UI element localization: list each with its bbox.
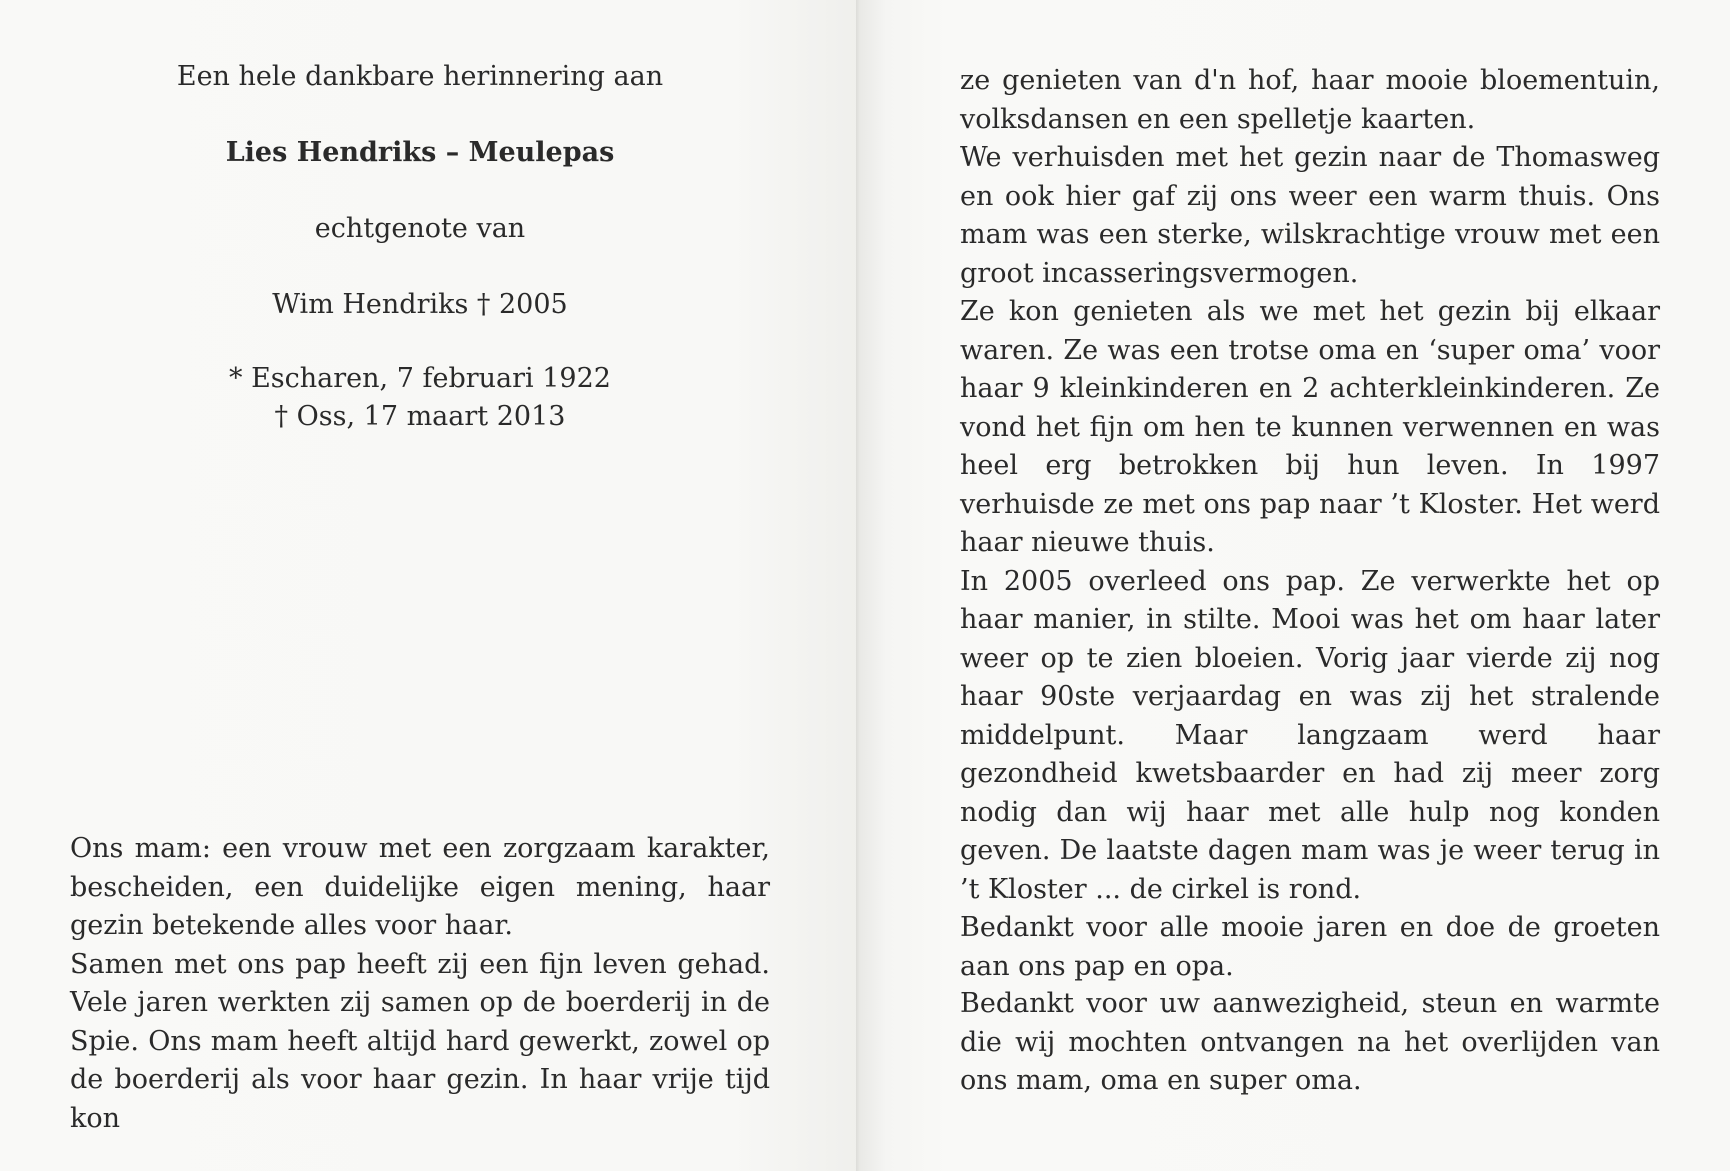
body-paragraph: ze genieten van d'n hof, haar mooie bloementuin, volksdansen en een spelletje kaarten. bbox=[960, 65, 1660, 135]
birth-line: * Escharen, 7 februari 1922 bbox=[229, 363, 611, 394]
body-paragraph: Bedankt voor alle mooie jaren en doe de groeten aan ons pap en opa. bbox=[960, 912, 1660, 982]
deceased-name: Lies Hendriks – Meulepas bbox=[225, 137, 615, 168]
right-body-text bbox=[960, 62, 1660, 986]
body-paragraph: Ze kon genieten als we met het gezin bij elkaar waren. Ze was een trotse oma en ‘super oma’ voor haar 9 kleinkinderen en 2 achterkleinkinderen. Ze vond het fijn om hen te kunnen verwennen en was heel erg betrokken bij hun leven. In 1997 verhuisde ze met ons pap naar ’t Kloster. Het werd haar nieuwe thuis. bbox=[960, 296, 1660, 558]
closing-text: Bedankt voor uw aanwezigheid, steun en warmte die wij mochten ontvangen na het overlijden van ons mam, oma en super oma. bbox=[960, 988, 1660, 1096]
body-paragraph: Ons mam: een vrouw met een zorgzaam karakter, bescheiden, een duidelijke eigen mening, haar gezin betekende alles voor haar. bbox=[70, 833, 770, 941]
intro-line: Een hele dankbare herinnering aan bbox=[176, 61, 664, 92]
spouse-name: Wim Hendriks † 2005 bbox=[272, 289, 568, 320]
body-paragraph: In 2005 overleed ons pap. Ze verwerkte het op haar manier, in stilte. Mooi was het om haar later weer op te zien bloeien. Vorig jaar vierde zij nog haar 90ste verjaardag en was zij het stralende middelpunt. Maar langzaam werd haar gezondheid kwetsbaarder en had zij meer zorg nodig dan wij haar met alle hulp nog konden geven. De laatste dagen mam was je weer terug in ’t Kloster ... de cirkel is rond. bbox=[960, 565, 1660, 905]
left-page bbox=[0, 0, 860, 1171]
spouse-label: echtgenote van bbox=[314, 213, 526, 244]
body-paragraph: Samen met ons pap heeft zij een fijn leven gehad. Vele jaren werkten zij samen op de boerderij in de Spie. Ons mam heeft altijd hard gewerkt, zowel op de boerderij als voor haar gezin. In haar vrije tijd kon bbox=[70, 948, 770, 1134]
left-body-text bbox=[70, 830, 770, 1138]
body-paragraph: We verhuisden met het gezin naar de Thomasweg en ook hier gaf zij ons weer een warm thuis. Ons mam was een sterke, wilskrachtige vrouw met een groot incasseringsvermogen. bbox=[960, 142, 1660, 289]
death-line: † Oss, 17 maart 2013 bbox=[274, 401, 566, 432]
